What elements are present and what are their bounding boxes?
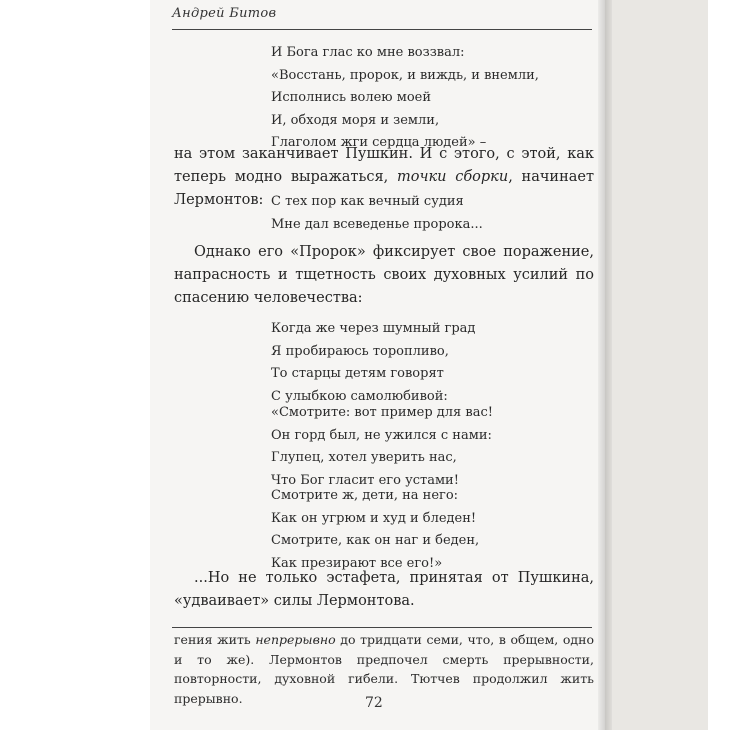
verse-line: Как презирают все его!» — [271, 555, 443, 571]
verse-line: И, обходя моря и земли, — [271, 112, 440, 128]
italic-emphasis: непрерывно — [255, 632, 336, 647]
verse-stanza-2 — [271, 191, 483, 236]
verse-line: Что Бог гласит его устами! — [271, 472, 459, 488]
verse-stanza-1 — [271, 42, 539, 155]
italic-emphasis: точки сборки — [396, 169, 509, 185]
verse-line: Мне дал всеведенье пророка... — [271, 216, 483, 232]
footnote — [174, 630, 594, 708]
paragraph-text: Однако его «Пророк» фиксирует свое поражение, напрасность и тщетность своих духовных усилий по спасению человечества: — [174, 244, 594, 306]
header-rule — [172, 29, 592, 30]
verse-line: Исполнись волею моей — [271, 90, 432, 105]
verse-line: Глаголом жги сердца людей» – — [271, 135, 487, 150]
verse-line: Я пробираюсь торопливо, — [271, 343, 449, 359]
footnote-rule — [172, 627, 592, 628]
verse-line: «Смотрите: вот пример для вас! — [271, 405, 493, 420]
verse-line: И Бога глас ко мне воззвал: — [271, 45, 465, 60]
paragraph-3 — [174, 567, 594, 613]
paragraph-text: ...Но не только эстафета, принятая от Пушкина, «удваивает» силы Лермонтова. — [174, 570, 594, 609]
footnote-text: до тридцати семи, что, в общем, одно и то же). Лермонтов предпочел смерть прерывности, повторности, духовной гибели. Тютчев продолжил жить прерывно. — [174, 632, 594, 706]
paragraph-text: , начинает Лермонтов: — [174, 169, 594, 208]
running-head: Андрей Битов — [172, 6, 277, 21]
paragraph-text: на этом заканчивает Пушкин. И с этого, с этой, как теперь модно выражаться, — [174, 146, 594, 185]
verse-line: Как он угрюм и худ и бледен! — [271, 510, 477, 526]
page-number: 72 — [365, 695, 383, 711]
verse-stanza-5 — [271, 485, 479, 575]
verse-line: «Восстань, пророк, и виждь, и внемли, — [271, 67, 539, 83]
footnote-text: гения жить — [174, 632, 256, 647]
verse-line: С тех пор как вечный судия — [271, 194, 464, 209]
verse-line: Он горд был, не ужился с нами: — [271, 427, 492, 443]
image-edge — [708, 0, 730, 730]
verse-line: Смотрите, как он наг и беден, — [271, 533, 480, 548]
page-gutter — [598, 0, 612, 730]
paragraph-2 — [174, 241, 594, 310]
verse-line: С улыбкою самолюбивой: — [271, 388, 448, 404]
verse-line: То старцы детям говорят — [271, 366, 444, 381]
verse-stanza-4 — [271, 402, 493, 492]
verse-line: Когда же через шумный град — [271, 321, 476, 336]
verse-line: Глупец, хотел уверить нас, — [271, 450, 457, 465]
verse-line: Смотрите ж, дети, на него: — [271, 488, 459, 503]
verse-stanza-3 — [271, 318, 475, 408]
